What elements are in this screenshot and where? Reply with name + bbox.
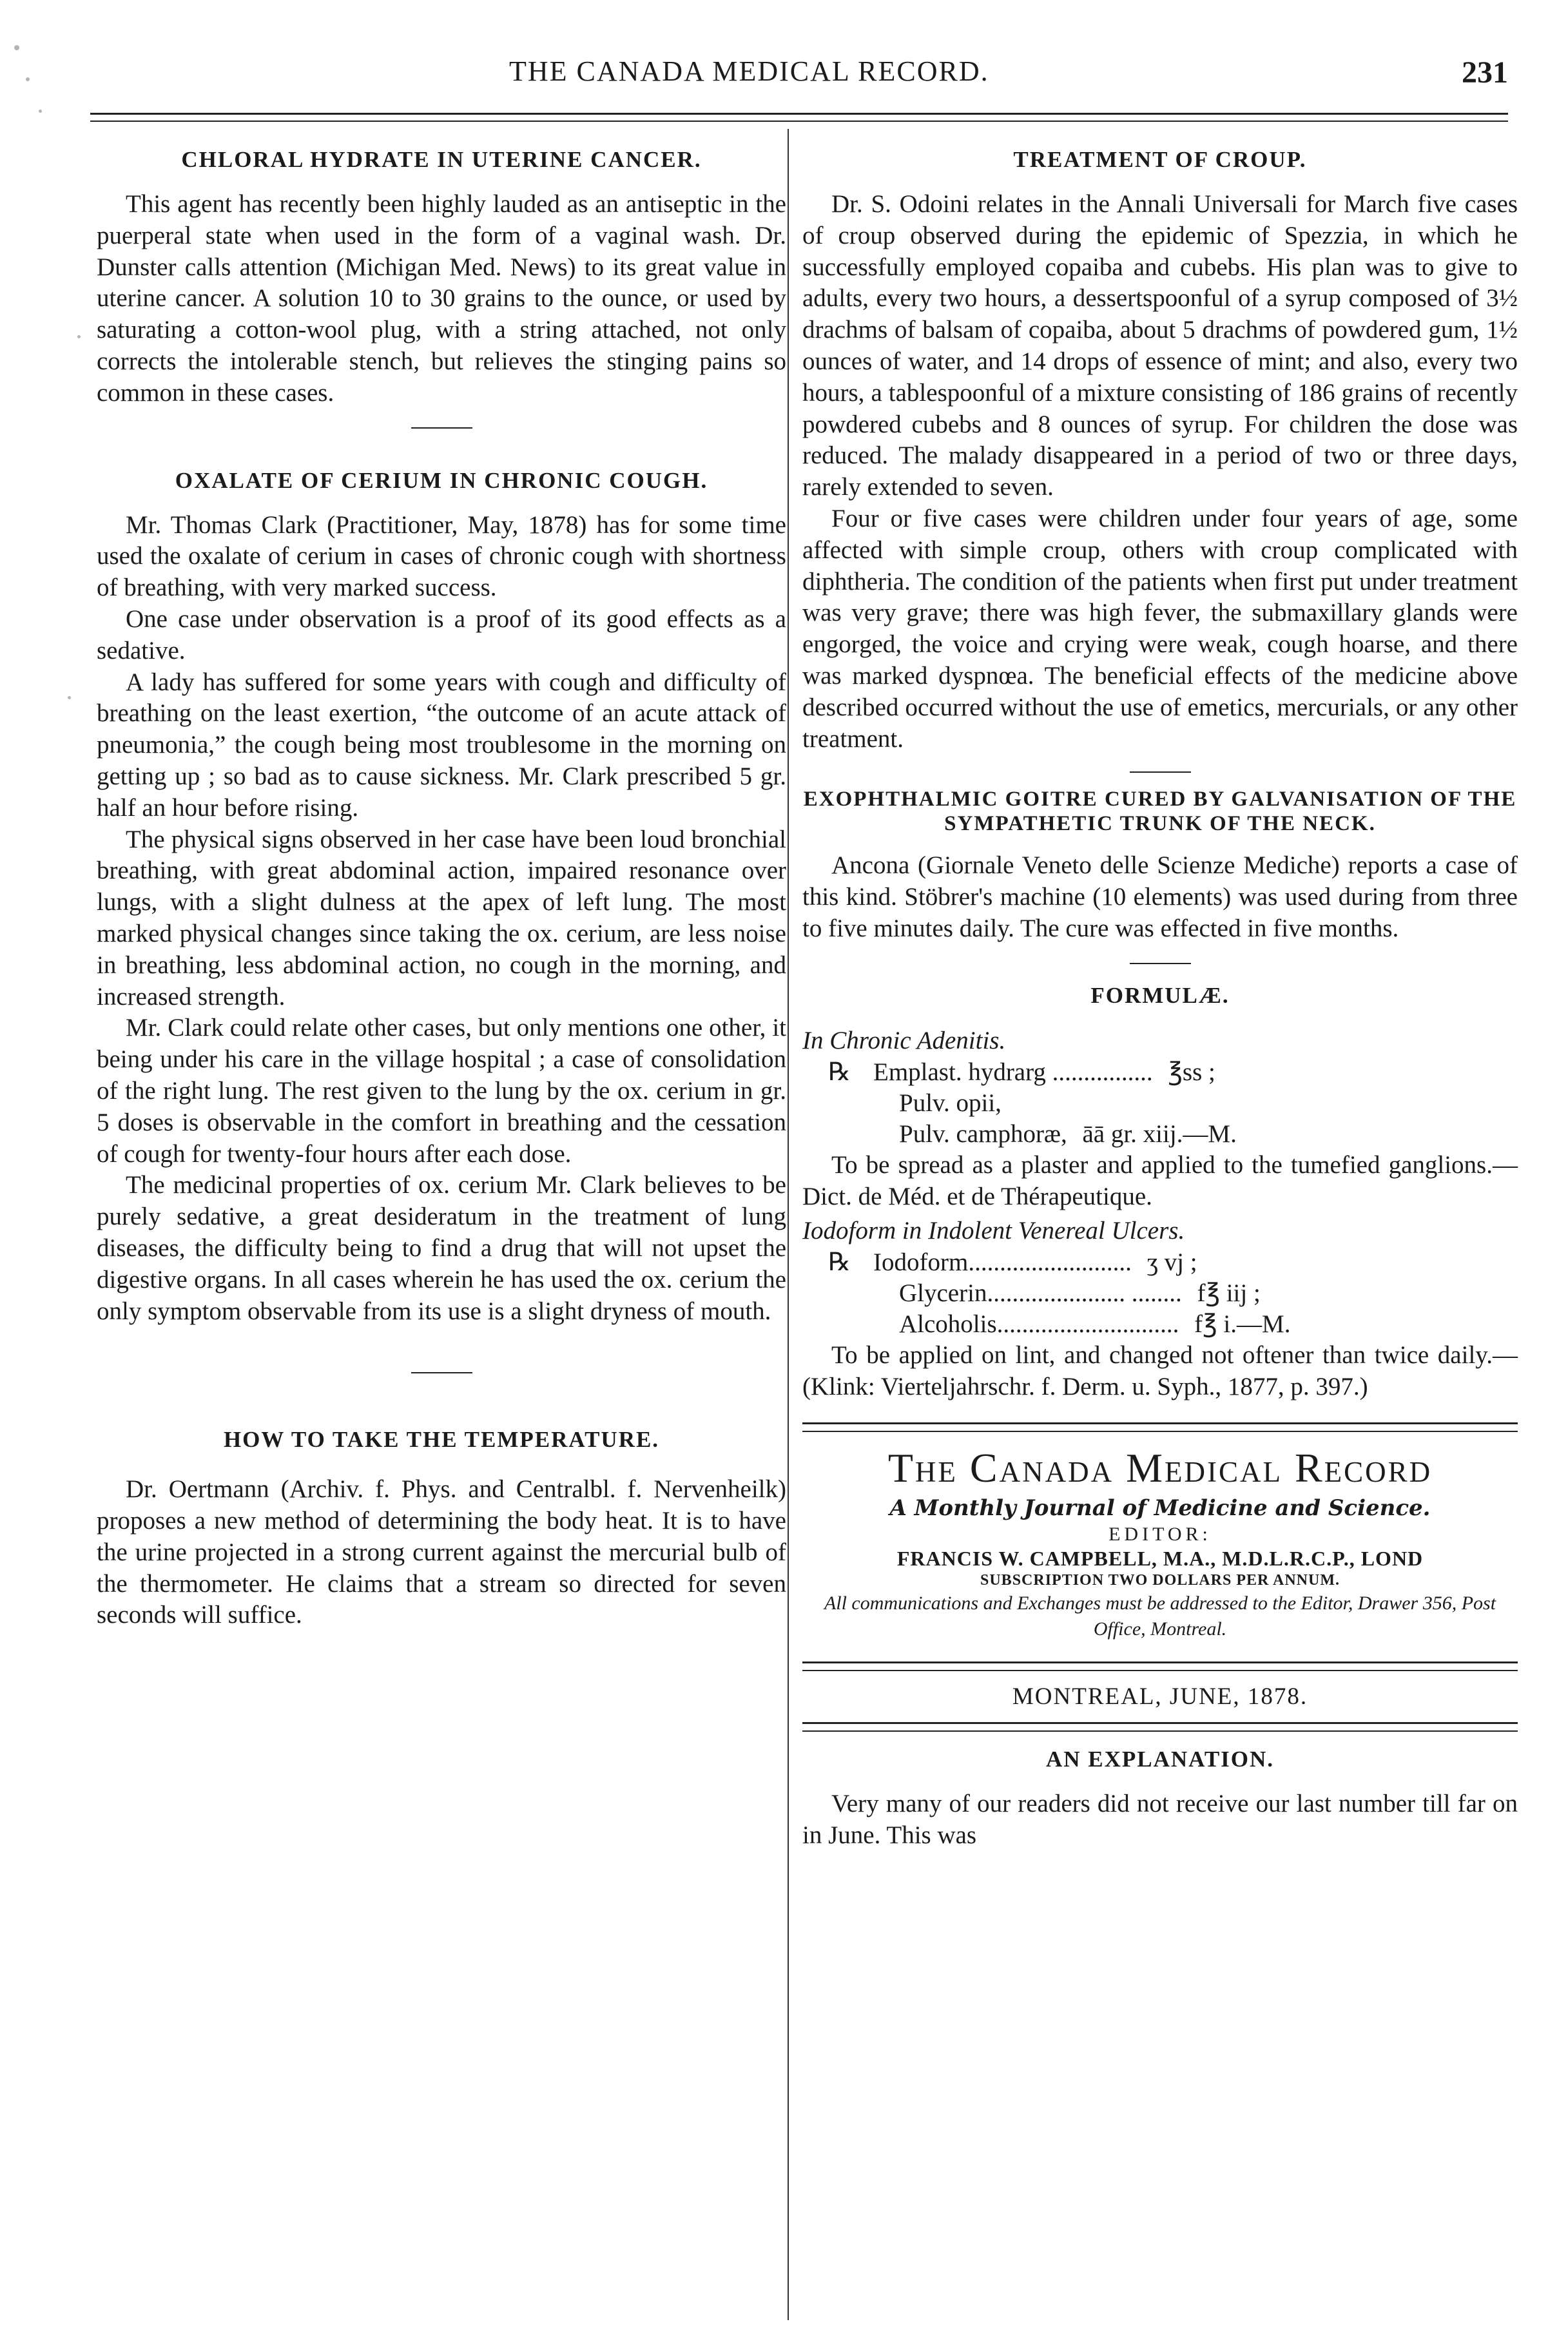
- formulae-heading: FORMULÆ.: [1090, 982, 1230, 1008]
- leader-dots: ...................... ........: [987, 1279, 1182, 1308]
- ingredient: Glycerin: [899, 1279, 987, 1308]
- dateline-bottom-rule: [802, 1722, 1518, 1732]
- quantity: ʒ vj ;: [1147, 1248, 1197, 1277]
- section-rule: [1130, 963, 1191, 964]
- ingredient: Alcoholis: [899, 1310, 997, 1339]
- recipe-directions: To be applied on lint, and changed not oftener than twice daily.—(Klink: Vierteljahrschr. f. Derm. u. Syph., 1877, p. 397.): [802, 1341, 1518, 1401]
- prescription-symbol: ℞: [828, 1058, 851, 1086]
- dateline: MONTREAL, JUNE, 1878.: [1012, 1683, 1308, 1710]
- section-rule: [411, 1372, 472, 1373]
- journal-masthead: [802, 1444, 1518, 1642]
- quantity: āā gr. xiij.—M.: [1082, 1119, 1237, 1148]
- print-speckle: [77, 335, 81, 338]
- leader-dots: ..........................: [968, 1248, 1132, 1277]
- print-speckle: [39, 110, 42, 113]
- article-paragraph: Mr. Clark could relate other cases, but only mentions one other, it being under his care in the village hospital ; a case of consolidation of the right lung. The rest given to the lung by the ox. cerium in gr. 5 doses is observable in the comfort in breathing and the cessation of cough for twenty-four hours after each dose.: [97, 1014, 786, 1168]
- article-heading: HOW TO TAKE THE TEMPERATURE.: [223, 1427, 660, 1453]
- subscription-notice: SUBSCRIPTION TWO DOLLARS PER ANNUM.: [980, 1571, 1340, 1589]
- ingredient: Emplast. hydrarg: [873, 1058, 1046, 1086]
- recipe-line: [802, 1278, 1518, 1309]
- prescription-symbol: ℞: [828, 1248, 851, 1277]
- running-title: THE CANADA MEDICAL RECORD.: [509, 55, 989, 87]
- dateline-top-rule: [802, 1661, 1518, 1671]
- article-chloral-hydrate: [97, 145, 786, 409]
- recipe-line: [802, 1309, 1518, 1340]
- print-speckle: [14, 45, 19, 50]
- recipe-title: In Chronic Adenitis.: [802, 1026, 1006, 1054]
- article-heading: EXOPHTHALMIC GOITRE CURED BY GALVANISATION OF THE SYMPATHETIC TRUNK OF THE NECK.: [803, 788, 1517, 836]
- print-speckle: [68, 696, 71, 699]
- leader-dots: ................: [1052, 1058, 1153, 1086]
- article-explanation: [802, 1745, 1518, 1852]
- article-paragraph: Dr. Oertmann (Archiv. f. Phys. and Centralbl. f. Nervenheilk) proposes a new method of determining the body heat. It is to have the urine projected in a strong current against the mercurial bulb of the thermometer. He claims that a stream so directed for seven seconds will suffice.: [97, 1475, 786, 1629]
- recipe-line: [802, 1088, 1518, 1119]
- article-paragraph: Four or five cases were children under four years of age, some affected with simple croup, others with croup complicated with diphtheria. The condition of the patients when first put under treatment was very grave; there was high fever, the submaxillary glands were engorged, the voice and crying were weak, cough hoarse, and there was marked dyspnœa. The beneficial effects of the medicine above described occurred without the use of emetics, mercurials, or any other treatment.: [802, 504, 1518, 753]
- communications-note: All communications and Exchanges must be addressed to the Editor, Drawer 356, Post Office, Montreal.: [824, 1592, 1496, 1640]
- recipe-line: [802, 1057, 1518, 1088]
- print-speckle: [26, 77, 30, 81]
- right-column: [802, 132, 1518, 1852]
- section-rule: [411, 427, 472, 429]
- ingredient: Pulv. camphoræ,: [899, 1119, 1067, 1148]
- left-column: [97, 132, 786, 1631]
- column-divider: [788, 129, 789, 2320]
- article-heading: OXALATE OF CERIUM IN CHRONIC COUGH.: [175, 467, 708, 493]
- editor-label: EDITOR:: [1108, 1523, 1212, 1545]
- quantity: ℥ss ;: [1168, 1058, 1215, 1086]
- article-paragraph: A lady has suffered for some years with cough and difficulty of breathing on the least exertion, “the outcome of an acute attack of pneumonia,” the cough being most troublesome in the morning on getting up ; so bad as to cause sickness. Mr. Clark prescribed 5 gr. half an hour before rising.: [97, 668, 786, 822]
- page-number: 231: [1462, 55, 1508, 90]
- article-paragraph: One case under observation is a proof of its good effects as a sedative.: [97, 605, 786, 664]
- masthead-top-rule: [802, 1422, 1518, 1432]
- article-paragraph: This agent has recently been highly lauded as an antiseptic in the puerperal state when used in the form of a vaginal wash. Dr. Dunster calls attention (Michigan Med. News) to its great value in uterine cancer. A solution 10 to 30 grains to the ounce, or used by saturating a cotton-wool plug, with a string attached, not only corrects the intolerable stench, but relieves the stinging pains so common in these cases.: [97, 190, 786, 407]
- masthead-title: The Canada Medical Record: [887, 1444, 1433, 1491]
- page-header: [90, 35, 1508, 119]
- ingredient: Iodoform: [873, 1248, 969, 1277]
- article-paragraph: Very many of our readers did not receive our last number till far on in June. This was: [802, 1789, 1518, 1849]
- article-treatment-of-croup: [802, 145, 1518, 755]
- quantity: f℥ iij ;: [1197, 1279, 1261, 1308]
- article-paragraph: Mr. Thomas Clark (Practitioner, May, 1878) has for some time used the oxalate of cerium in cases of chronic cough with shortness of breathing, with very marked success.: [97, 510, 786, 602]
- article-oxalate-of-cerium: [97, 466, 786, 1328]
- recipe-title: Iodoform in Indolent Venereal Ulcers.: [802, 1217, 1185, 1245]
- ingredient: Pulv. opii,: [899, 1089, 1002, 1117]
- article-paragraph: The physical signs observed in her case have been loud bronchial breathing, with great abdominal action, impaired resonance over lungs, with a slight dulness at the apex of left lung. The most marked physical changes since taking the ox. cerium, are less noise in breathing, less abdominal action, no cough in the morning, and increased strength.: [97, 825, 786, 1011]
- leader-dots: .............................: [996, 1310, 1179, 1339]
- editor-name: FRANCIS W. CAMPBELL, M.A., M.D.L.R.C.P., LOND: [896, 1546, 1424, 1570]
- article-temperature: [97, 1425, 786, 1631]
- article-exophthalmic-goitre: [802, 787, 1518, 944]
- masthead-subtitle: A Monthly Journal of Medicine and Science.: [889, 1495, 1431, 1521]
- article-heading: AN EXPLANATION.: [1045, 1746, 1275, 1772]
- article-paragraph: The medicinal properties of ox. cerium Mr. Clark believes to be purely sedative, a great desideratum in the treatment of lung diseases, the difficulty being to find a drug that will not upset the digestive organs. In all cases wherein he has used the ox. cerium the only symptom observable from its use is a slight dryness of mouth.: [97, 1171, 786, 1325]
- formulae-section: [802, 981, 1518, 1403]
- article-heading: CHLORAL HYDRATE IN UTERINE CANCER.: [181, 147, 702, 172]
- article-heading: TREATMENT OF CROUP.: [1013, 147, 1307, 172]
- quantity: f℥ i.—M.: [1194, 1310, 1291, 1339]
- header-rule: [90, 113, 1508, 122]
- recipe-line: [802, 1247, 1518, 1278]
- recipe-line: [802, 1119, 1518, 1150]
- article-paragraph: Dr. S. Odoini relates in the Annali Universali for March five cases of croup observed during the epidemic of Spezzia, in which he successfully employed copaiba and cubebs. His plan was to give to adults, every two hours, a dessertspoonful of a syrup composed of 3½ drachms of balsam of copaiba, about 5 drachms of powdered gum, 1½ ounces of water, and 14 drops of essence of mint; and also, every two hours, a tablespoonful of a mixture consisting of 186 grains of recently powdered cubebs and 8 ounces of syrup. For children the dose was reduced. The malady disappeared in a period of two or three days, rarely extended to seven.: [802, 190, 1518, 501]
- article-paragraph: Ancona (Giornale Veneto delle Scienze Mediche) reports a case of this kind. Stöbrer's machine (10 elements) was used during from three to five minutes daily. The cure was effected in five months.: [802, 851, 1518, 942]
- section-rule: [1130, 771, 1191, 773]
- recipe-directions: To be spread as a plaster and applied to the tumefied ganglions.—Dict. de Méd. et de Thérapeutique.: [802, 1150, 1518, 1210]
